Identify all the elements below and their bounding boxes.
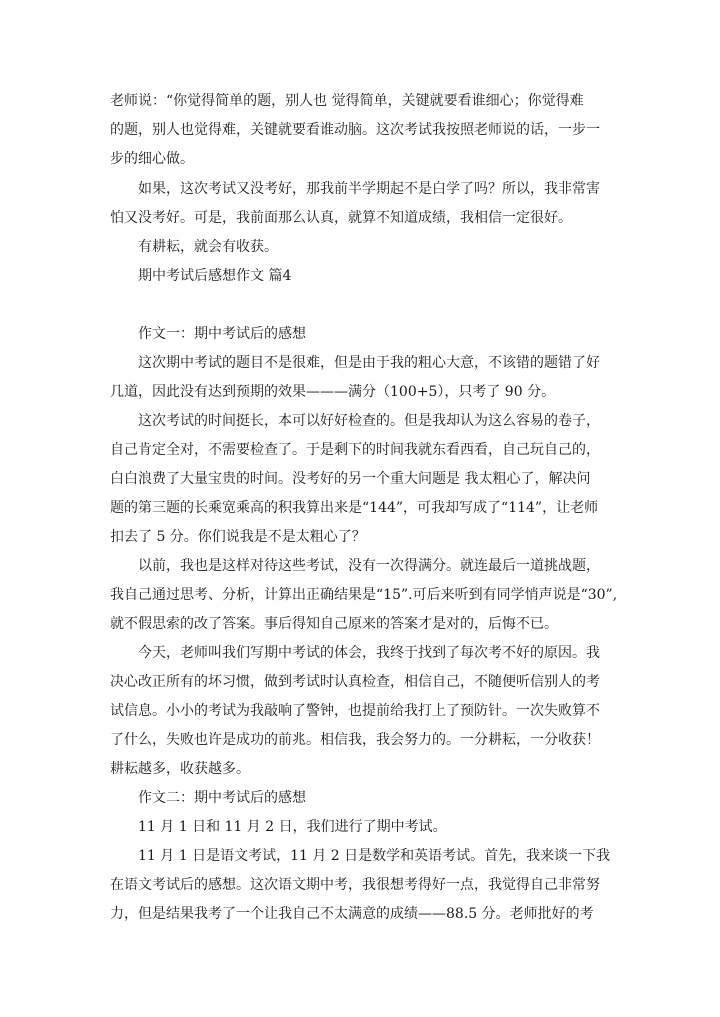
text-line: 我自己通过思考、分析，计算出正确结果是“15”.可后来听到有同学悄声说是“30”, xyxy=(110,587,618,603)
text-line: 决心改正所有的坏习惯，做到考试时认真检查，相信自己，不随便听信别人的考 xyxy=(110,674,600,690)
text-line: 如果，这次考试又没考好，那我前半学期起不是白学了吗？所以，我非常害 xyxy=(138,181,600,197)
text-line: 怕又没考好。可是，我前面那么认真，就算不知道成绩，我相信一定很好。 xyxy=(110,210,572,226)
text-line: 11 月 1 日是语文考试，11 月 2 日是数学和英语考试。首先，我来谈一下我 xyxy=(138,848,611,864)
text-line: 扣去了 5 分。你们说我是不是太粗心了？ xyxy=(110,529,366,545)
text-line: 作文一：期中考试后的感想 xyxy=(138,326,306,342)
text-line: 自己肯定全对，不需要检查了。于是剩下的时间我就东看西看，自己玩自己的， xyxy=(110,442,600,458)
text-line: 期中考试后感想作文 篇4 xyxy=(138,268,292,284)
text-line: 这次期中考试的题目不是很难，但是由于我的粗心大意，不该错的题错了好 xyxy=(138,355,600,371)
text-line: 就不假思索的改了答案。事后得知自己原来的答案才是对的，后悔不已。 xyxy=(110,616,558,632)
text-line: 有耕耘，就会有收获。 xyxy=(138,239,278,255)
text-line: 了什么，失败也许是成功的前兆。相信我，我会努力的。一分耕耘，一分收获！ xyxy=(110,732,600,748)
text-line: 耕耘越多，收获越多。 xyxy=(110,761,250,777)
text-line: 这次考试的时间挺长，本可以好好检查的。但是我却认为这么容易的卷子， xyxy=(138,413,600,429)
text-line: 今天，老师叫我们写期中考试的体会，我终于找到了每次考不好的原因。我 xyxy=(138,645,600,661)
text-line: 老师说：“你觉得简单的题，别人也 觉得简单，关键就要看谁细心；你觉得难 xyxy=(110,93,584,109)
text-line: 几道，因此没有达到预期的效果———满分（100+5），只考了 90 分。 xyxy=(110,384,556,400)
text-line: 试信息。小小的考试为我敲响了警钟，也提前给我打上了预防针。一次失败算不 xyxy=(110,703,600,719)
text-line: 白白浪费了大量宝贵的时间。没考好的另一个重大问题是 我太粗心了，解决问 xyxy=(110,471,591,487)
text-line: 在语文考试后的感想。这次语文期中考，我很想考得好一点，我觉得自己非常努 xyxy=(110,877,600,893)
text-line: 题的第三题的长乘宽乘高的积我算出来是“144”，可我却写成了“114”，让老师 xyxy=(110,500,599,516)
text-line: 以前，我也是这样对待这些考试，没有一次得满分。就连最后一道挑战题， xyxy=(138,558,600,574)
text-line: 步的细心做。 xyxy=(110,151,194,167)
text-line: 力，但是结果我考了一个让我自己不太满意的成绩——88.5 分。老师批好的考 xyxy=(110,906,594,922)
text-line: 的题，别人也觉得难，关键就要看谁动脑。这次考试我按照老师说的话，一步一 xyxy=(110,122,600,138)
text-line: 11 月 1 日和 11 月 2 日，我们进行了期中考试。 xyxy=(138,819,447,835)
text-line: 作文二：期中考试后的感想 xyxy=(138,790,306,806)
